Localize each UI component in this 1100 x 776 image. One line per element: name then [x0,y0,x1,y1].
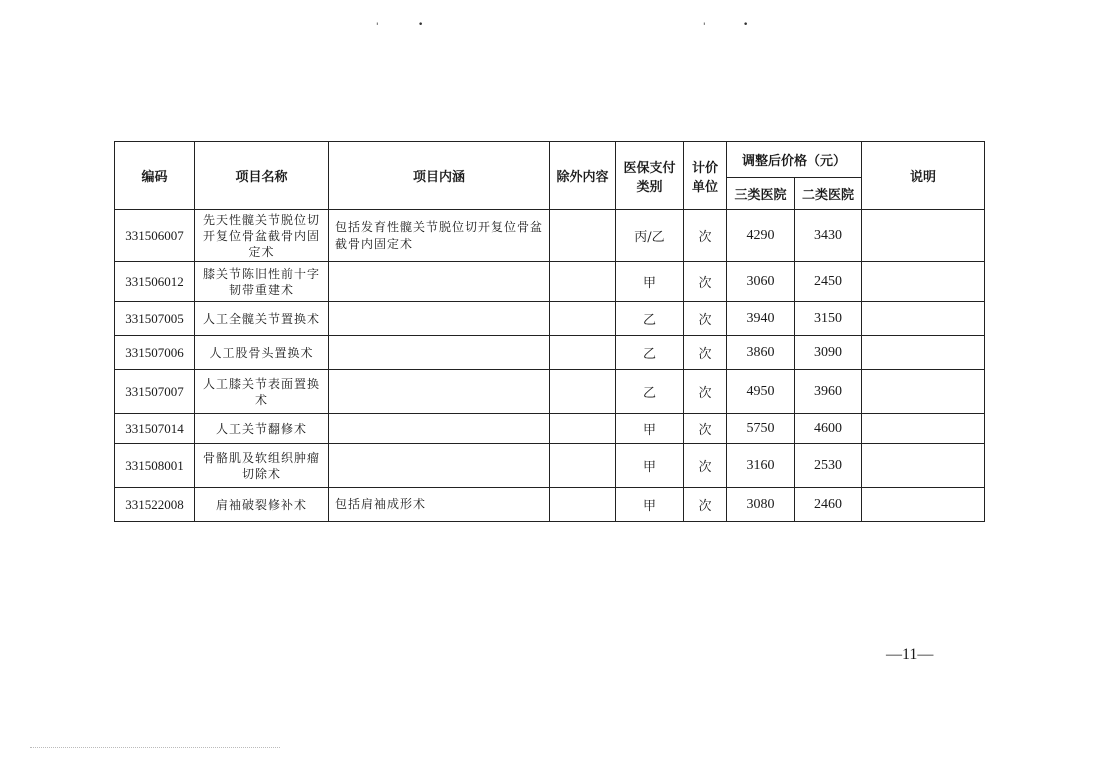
cell-name: 人工股骨头置换术 [195,336,329,370]
header-notes: 说明 [862,142,985,210]
cell-code: 331507007 [115,370,195,414]
header-class3-hospital: 三类医院 [727,178,795,210]
header-exclusions: 除外内容 [550,142,616,210]
header-unit: 计价单位 [684,142,727,210]
cell-name: 膝关节陈旧性前十字韧带重建术 [195,262,329,302]
cell-exclusions [550,444,616,488]
table-row [115,262,985,302]
cell-price-class2: 4600 [795,414,862,444]
cell-name: 人工膝关节表面置换术 [195,370,329,414]
cell-content [329,302,550,336]
cell-price-class3: 3860 [727,336,795,370]
scan-artifact: ' [376,22,379,32]
cell-exclusions [550,336,616,370]
cell-unit: 次 [684,488,727,522]
cell-notes [862,488,985,522]
cell-price-class3: 4950 [727,370,795,414]
cell-notes [862,336,985,370]
table-row [115,336,985,370]
cell-exclusions [550,302,616,336]
cell-code: 331508001 [115,444,195,488]
cell-insurance-category: 丙/乙 [616,210,684,262]
cell-code: 331506012 [115,262,195,302]
header-adjusted-price: 调整后价格（元） [727,142,862,178]
cell-price-class2: 3430 [795,210,862,262]
cell-notes [862,302,985,336]
cell-insurance-category: 乙 [616,370,684,414]
cell-price-class3: 5750 [727,414,795,444]
page-number: —11— [886,646,934,663]
cell-content [329,336,550,370]
table-row [115,444,985,488]
cell-content: 包括肩袖成形术 [329,488,550,522]
table-row [115,488,985,522]
header-insurance-category: 医保支付类别 [616,142,684,210]
cell-unit: 次 [684,336,727,370]
cell-price-class3: 3940 [727,302,795,336]
scan-artifact: ' [703,22,706,32]
cell-content: 包括发育性髋关节脱位切开复位骨盆截骨内固定术 [329,210,550,262]
cell-code: 331507014 [115,414,195,444]
cell-name: 先天性髋关节脱位切开复位骨盆截骨内固定术 [195,210,329,262]
cell-price-class3: 3060 [727,262,795,302]
cell-exclusions [550,210,616,262]
cell-price-class2: 2460 [795,488,862,522]
table-row [115,414,985,444]
table-row [115,210,985,262]
cell-unit: 次 [684,370,727,414]
cell-price-class2: 3150 [795,302,862,336]
cell-price-class2: 2450 [795,262,862,302]
cell-content [329,444,550,488]
cell-name: 人工全髋关节置换术 [195,302,329,336]
cell-exclusions [550,488,616,522]
header-class2-hospital: 二类医院 [795,178,862,210]
cell-code: 331506007 [115,210,195,262]
cell-code: 331507006 [115,336,195,370]
cell-insurance-category: 甲 [616,414,684,444]
cell-unit: 次 [684,262,727,302]
cell-unit: 次 [684,444,727,488]
cell-notes [862,370,985,414]
header-content: 项目内涵 [329,142,550,210]
cell-price-class3: 3080 [727,488,795,522]
cell-content [329,370,550,414]
cell-price-class3: 4290 [727,210,795,262]
cell-code: 331507005 [115,302,195,336]
header-name: 项目名称 [195,142,329,210]
cell-code: 331522008 [115,488,195,522]
cell-notes [862,444,985,488]
cell-unit: 次 [684,414,727,444]
cell-content [329,262,550,302]
cell-insurance-category: 甲 [616,262,684,302]
medical-fee-table [114,141,985,522]
cell-notes [862,210,985,262]
cell-price-class2: 2530 [795,444,862,488]
cell-insurance-category: 甲 [616,444,684,488]
scan-artifact: • [743,20,749,30]
cell-price-class2: 3960 [795,370,862,414]
cell-price-class3: 3160 [727,444,795,488]
scan-artifact: • [418,20,424,30]
scan-edge-artifact [30,745,280,748]
cell-name: 肩袖破裂修补术 [195,488,329,522]
table-row [115,302,985,336]
cell-name: 人工关节翻修术 [195,414,329,444]
cell-insurance-category: 甲 [616,488,684,522]
cell-notes [862,262,985,302]
cell-name: 骨骼肌及软组织肿瘤切除术 [195,444,329,488]
cell-notes [862,414,985,444]
cell-content [329,414,550,444]
cell-unit: 次 [684,210,727,262]
cell-insurance-category: 乙 [616,336,684,370]
cell-exclusions [550,370,616,414]
cell-insurance-category: 乙 [616,302,684,336]
cell-price-class2: 3090 [795,336,862,370]
cell-unit: 次 [684,302,727,336]
cell-exclusions [550,414,616,444]
cell-exclusions [550,262,616,302]
table-row [115,370,985,414]
header-code: 编码 [115,142,195,210]
